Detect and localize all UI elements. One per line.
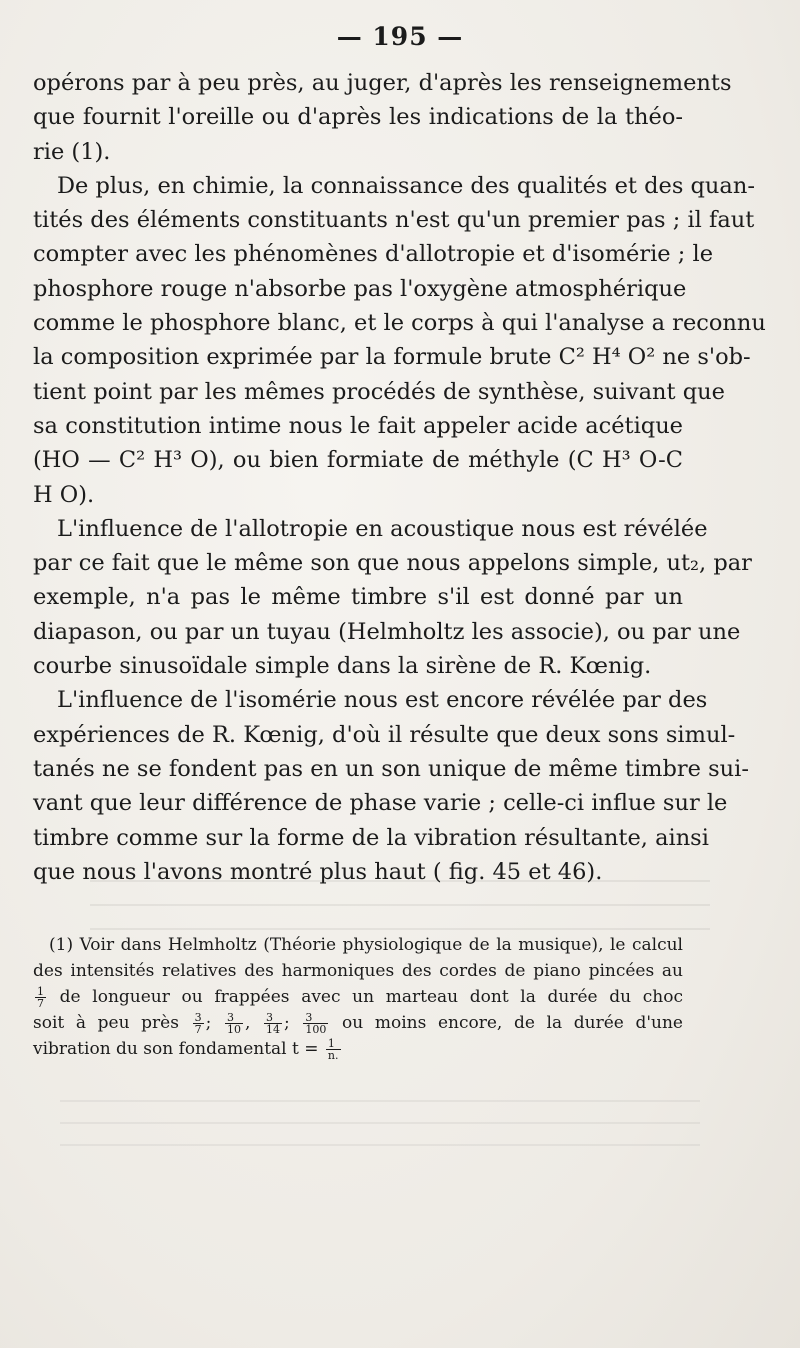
fraction: $\frac{1}{7}$ xyxy=(37,985,44,1010)
footnote-text: ou moins encore, de la durée d'une xyxy=(342,1013,683,1033)
show-through xyxy=(60,1100,700,1160)
fraction: $\frac{3}{7}$ xyxy=(194,1011,202,1036)
text-line: tités des éléments constituants n'est qu'un premier pas ; il faut xyxy=(33,207,755,234)
text-line: H O). xyxy=(33,481,95,508)
text-line: diapason, ou par un tuyau (Helmholtz les associe), ou par une xyxy=(33,618,741,645)
text-line: tanés ne se fondent pas en un son unique de même timbre sui- xyxy=(33,755,749,782)
text-line: la composition exprimée par la formule brute C² H⁴ O² ne s'ob- xyxy=(33,344,751,371)
footnote-line: (1) Voir dans Helmholtz (Théorie physiologique de la musique), le calcul xyxy=(49,935,683,955)
body-text xyxy=(33,66,766,889)
text-line: que nous l'avons montré plus haut ( fig. 45 et 46). xyxy=(33,858,603,885)
fraction: $\frac{3}{14}$ xyxy=(266,1011,281,1036)
fraction: $\frac{3}{100}$ xyxy=(305,1011,327,1036)
text-line: tient point par les mêmes procédés de synthèse, suivant que xyxy=(33,378,725,405)
text-line: vant que leur différence de phase varie ; celle-ci influe sur le xyxy=(33,790,728,817)
show-through xyxy=(90,880,710,950)
paragraph-start: L'influence de l'allotropie en acoustique nous est révélée xyxy=(57,515,708,542)
paragraph-start: L'influence de l'isomérie nous est encore révélée par des xyxy=(57,687,708,714)
text-line: timbre comme sur la forme de la vibration résultante, ainsi xyxy=(33,824,709,851)
text-line: comme le phosphore blanc, et le corps à qui l'analyse a reconnu xyxy=(33,310,766,337)
text-line: rie (1). xyxy=(33,138,111,165)
text-line: opérons par à peu près, au juger, d'après les renseignements xyxy=(33,70,732,96)
text-line: exemple, n'a pas le même timbre s'il est donné par un xyxy=(33,584,683,611)
footnote-line xyxy=(33,1036,683,1062)
footnote-text: de longueur ou frappées avec un marteau dont la durée du choc xyxy=(59,987,683,1007)
footnote-line: soit à peu près $\frac{3}{7}$ ; $\frac{3}{10}$ , $\frac{3}{14}$ ; $\frac{3}{100}$ ou moins encore, de la durée d'une xyxy=(33,1011,683,1036)
text-line: (HO — C² H³ O), ou bien formiate de méthyle (C H³ O-C xyxy=(33,447,683,474)
footnote xyxy=(33,932,683,1062)
text-line: expériences de R. Kœnig, d'où il résulte que deux sons simul- xyxy=(33,721,736,748)
text-line: phosphore rouge n'absorbe pas l'oxygène atmosphérique xyxy=(33,275,687,302)
fraction: $\frac{1}{n.}$ xyxy=(327,1037,339,1062)
text-line: par ce fait que le même son que nous appelons simple, ut₂, par xyxy=(33,550,752,577)
footnote-line xyxy=(33,984,683,1010)
footnote-text: soit à peu près xyxy=(33,1013,179,1033)
text-line: courbe sinusoïdale simple dans la sirène de R. Kœnig. xyxy=(33,653,652,680)
footnote-line: des intensités relatives des harmoniques des cordes de piano pincées au xyxy=(33,961,683,981)
footnote-text: vibration du son fondamental t = xyxy=(33,1039,319,1059)
text-line: compter avec les phénomènes d'allotropie et d'isomérie ; le xyxy=(33,241,714,268)
fraction: $\frac{3}{10}$ xyxy=(226,1011,241,1036)
page-number: — 195 — xyxy=(336,22,464,51)
text-line: que fournit l'oreille ou d'après les indications de la théo- xyxy=(33,104,683,131)
text-line: sa constitution intime nous le fait appeler acide acétique xyxy=(33,412,683,439)
paragraph-start: De plus, en chimie, la connaissance des qualités et des quan- xyxy=(57,172,755,199)
